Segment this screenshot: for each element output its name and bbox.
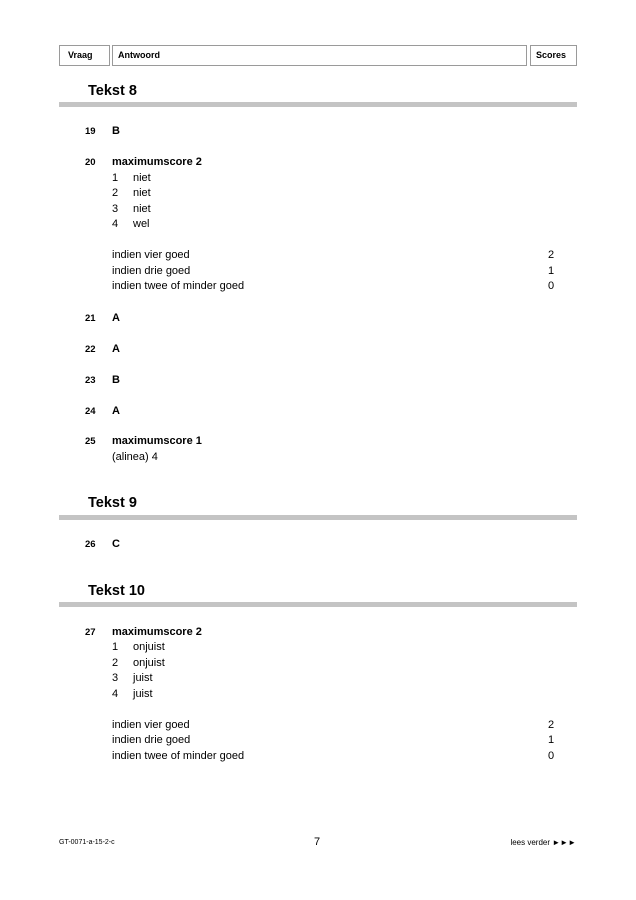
max-score-heading: maximumscore 2 — [112, 626, 202, 638]
max-score-heading: maximumscore 1 — [112, 435, 202, 447]
column-header-antwoord: Antwoord — [112, 45, 527, 66]
list-item-text: juist — [133, 688, 153, 700]
list-item-number: 3 — [112, 672, 119, 684]
list-item-text: juist — [133, 672, 153, 684]
question-number: 20 — [85, 157, 96, 168]
section-title: Tekst 8 — [88, 83, 137, 99]
section-divider — [59, 602, 577, 607]
list-item-number: 4 — [112, 688, 119, 700]
list-item-text: onjuist — [133, 657, 165, 669]
list-item-text: onjuist — [133, 641, 165, 653]
list-item-text: wel — [133, 218, 150, 230]
question-number: 25 — [85, 436, 96, 447]
list-item-number: 2 — [112, 187, 119, 199]
document-code: GT-0071-a-15-2-c — [59, 839, 115, 846]
section-title: Tekst 9 — [88, 495, 137, 511]
list-item-text: niet — [133, 187, 151, 199]
list-item-text: niet — [133, 203, 151, 215]
scoring-value: 0 — [548, 750, 555, 762]
answer-text: (alinea) 4 — [112, 451, 158, 463]
continue-label: lees verder ►►► — [510, 838, 576, 847]
list-item-text: niet — [133, 172, 151, 184]
page-number: 7 — [314, 836, 321, 848]
max-score-heading: maximumscore 2 — [112, 156, 202, 168]
list-item-number: 4 — [112, 218, 119, 230]
scoring-label: indien drie goed — [112, 734, 191, 746]
answer: A — [112, 312, 120, 324]
scoring-value: 2 — [548, 249, 555, 261]
scoring-value: 0 — [548, 280, 555, 292]
list-item-number: 3 — [112, 203, 119, 215]
scoring-label: indien vier goed — [112, 249, 190, 261]
answer: A — [112, 405, 120, 417]
column-header-vraag: Vraag — [59, 45, 110, 66]
list-item-number: 1 — [112, 172, 119, 184]
scoring-label: indien twee of minder goed — [112, 750, 245, 762]
section-divider — [59, 515, 577, 520]
section-divider — [59, 102, 577, 107]
question-number: 21 — [85, 313, 96, 324]
scoring-value: 1 — [548, 265, 555, 277]
question-number: 23 — [85, 375, 96, 386]
question-number: 19 — [85, 126, 96, 137]
answer: B — [112, 374, 120, 386]
question-number: 24 — [85, 406, 96, 417]
list-item-number: 1 — [112, 641, 119, 653]
list-item-number: 2 — [112, 657, 119, 669]
scoring-value: 1 — [548, 734, 555, 746]
question-number: 27 — [85, 627, 96, 638]
question-number: 26 — [85, 539, 96, 550]
column-header-scores: Scores — [530, 45, 577, 66]
scoring-value: 2 — [548, 719, 555, 731]
answer: C — [112, 538, 120, 550]
scoring-label: indien twee of minder goed — [112, 280, 245, 292]
answer: A — [112, 343, 120, 355]
scoring-label: indien vier goed — [112, 719, 190, 731]
question-number: 22 — [85, 344, 96, 355]
section-title: Tekst 10 — [88, 583, 145, 599]
answer: B — [112, 125, 120, 137]
scoring-label: indien drie goed — [112, 265, 191, 277]
